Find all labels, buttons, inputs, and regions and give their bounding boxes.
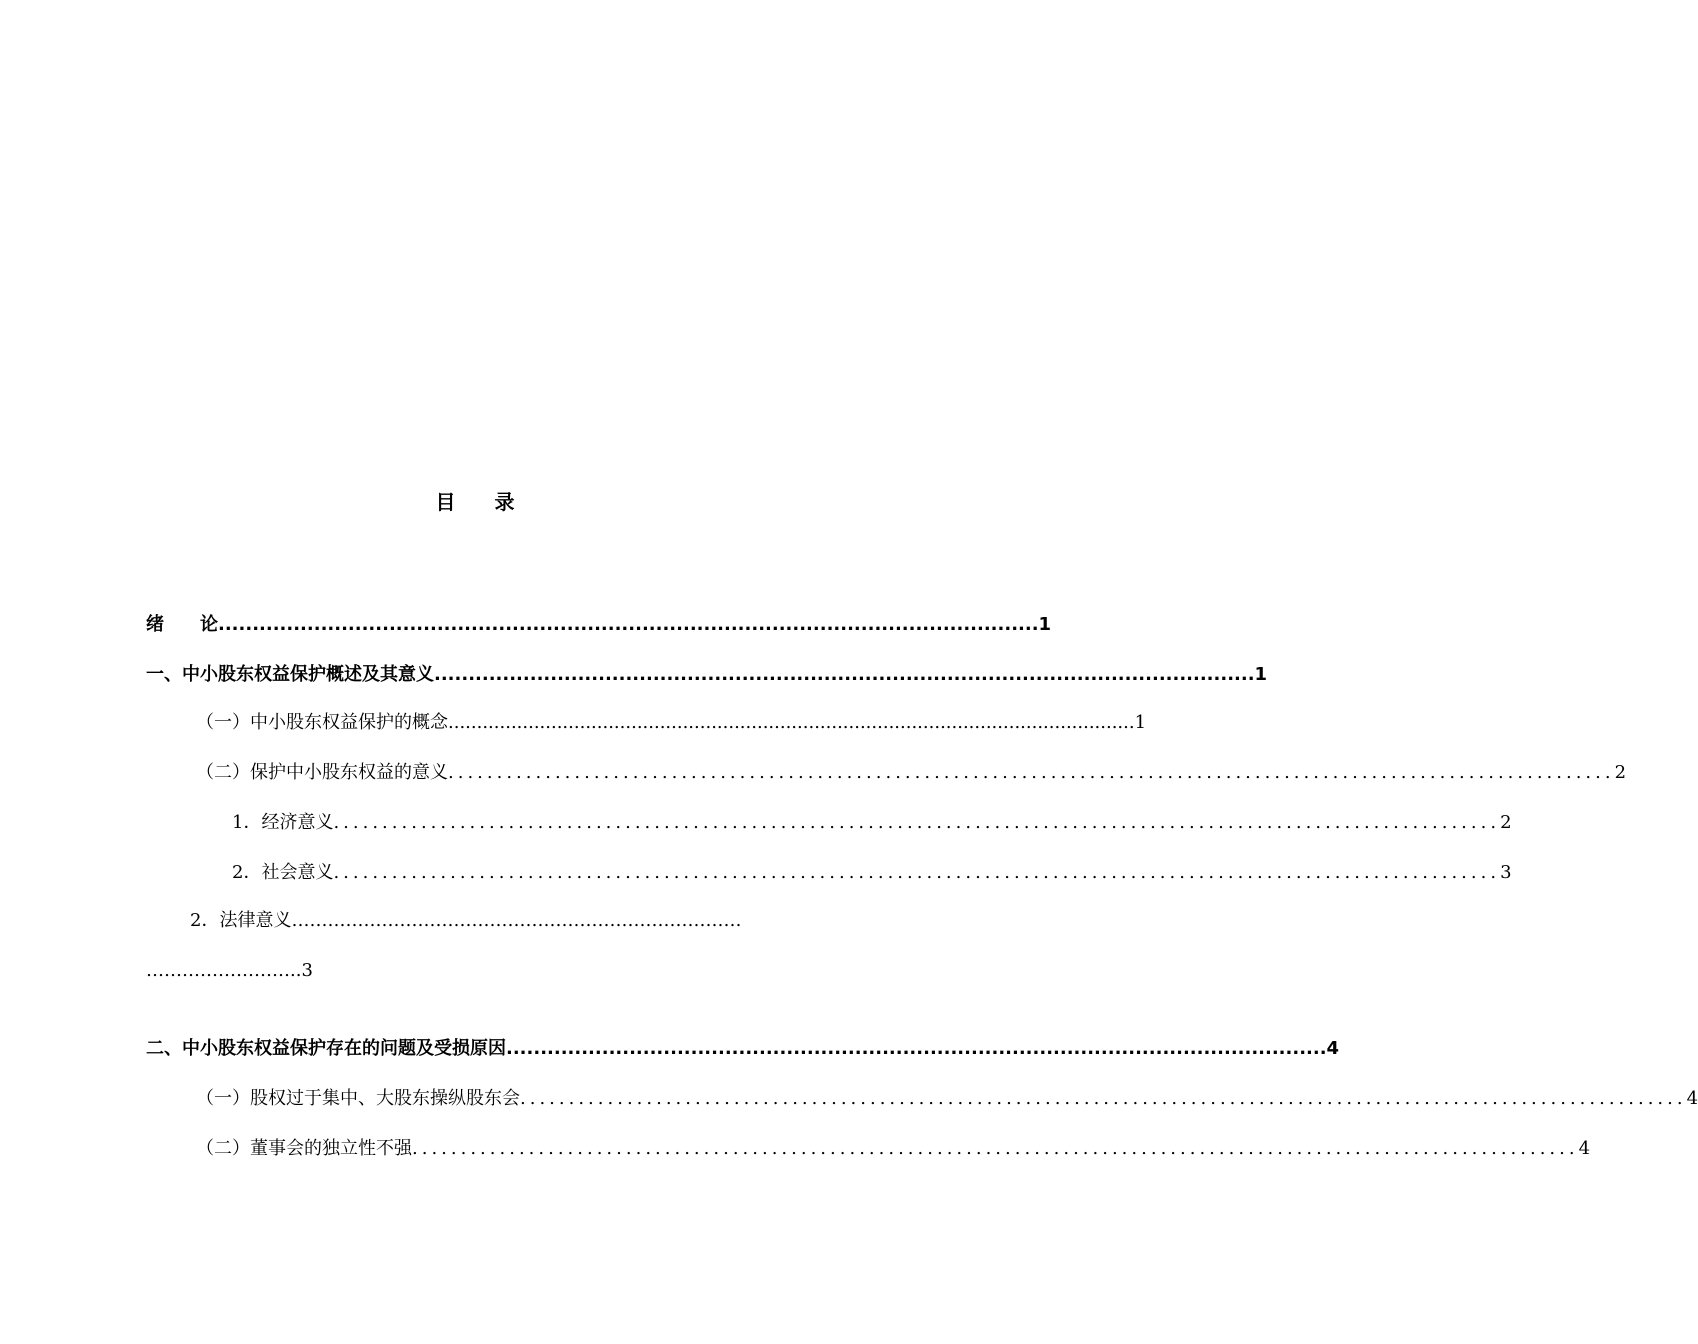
toc-entry-label: 二、中小股东权益保护存在的问题及受损原因 bbox=[146, 1038, 506, 1059]
toc-page-number: 1 bbox=[1254, 664, 1268, 685]
toc-title-char-1: 目 bbox=[435, 490, 456, 514]
toc-leader: ........................................................................................................................ bbox=[506, 1038, 1327, 1059]
toc-page-number: 2 bbox=[1614, 762, 1627, 783]
toc-entry-label: （一）股权过于集中、大股东操纵股东会 bbox=[196, 1088, 520, 1109]
toc-entry-label: 2．法律意义 bbox=[190, 910, 292, 931]
toc-leader: ………………………………………………………………… bbox=[291, 910, 742, 931]
toc-entry-intro[interactable] bbox=[146, 610, 1052, 640]
toc-entry-label: （二）保护中小股东权益的意义 bbox=[196, 762, 448, 783]
toc-entry-label: 一、中小股东权益保护概述及其意义 bbox=[146, 664, 434, 685]
toc-entry-section-2-2[interactable] bbox=[196, 1134, 1591, 1164]
toc-page-number: 4 bbox=[1686, 1088, 1698, 1109]
toc-entry-section-1-1[interactable] bbox=[196, 708, 1147, 738]
toc-leader: ........................................................................................................................ bbox=[448, 762, 1615, 783]
toc-entry-chapter-1[interactable] bbox=[146, 660, 1268, 690]
toc-page-number: 2 bbox=[1500, 812, 1512, 833]
toc-leader: ……………………. bbox=[146, 960, 296, 981]
toc-entry-section-1-2[interactable] bbox=[196, 758, 1627, 788]
toc-entry-label: 绪 论 bbox=[146, 614, 218, 635]
toc-entry-label: 1．经济意义 bbox=[232, 812, 334, 833]
toc-page-number: 3 bbox=[1500, 862, 1512, 883]
toc-entry-label: （一）中小股东权益保护的概念 bbox=[196, 712, 448, 733]
toc-entry-label: 2．社会意义 bbox=[232, 862, 334, 883]
toc-leader: ........................................................................................................................ bbox=[333, 862, 1501, 883]
toc-page-number: 4 bbox=[1578, 1138, 1591, 1159]
toc-entry-subsection-legal-continuation[interactable] bbox=[146, 956, 313, 986]
toc-page-number: .3 bbox=[295, 960, 313, 981]
toc-leader: ........................................................................................................................ bbox=[218, 614, 1039, 635]
toc-page-number: 1 bbox=[1134, 712, 1147, 733]
toc-page-number: 1 bbox=[1038, 614, 1052, 635]
toc-title-char-2: 录 bbox=[494, 490, 515, 514]
toc-page-number: 4 bbox=[1326, 1038, 1340, 1059]
toc-leader: ........................................................................................................................ bbox=[333, 812, 1501, 833]
toc-leader: ........................................................................................................................ bbox=[520, 1088, 1687, 1109]
toc-entry-label: （二）董事会的独立性不强 bbox=[196, 1138, 412, 1159]
toc-leader: ........................................................................................................................ bbox=[434, 664, 1255, 685]
toc-leader: ........................................................................................................................ bbox=[412, 1138, 1579, 1159]
toc-entry-subsection-social[interactable] bbox=[232, 858, 1512, 888]
toc-leader: ........................................................................................................................ bbox=[448, 712, 1135, 733]
toc-entry-chapter-2[interactable] bbox=[146, 1034, 1340, 1064]
toc-title bbox=[0, 486, 950, 515]
toc-entry-subsection-economic[interactable] bbox=[232, 808, 1512, 838]
toc-entry-section-2-1[interactable] bbox=[196, 1084, 1698, 1114]
toc-entry-subsection-legal[interactable] bbox=[190, 906, 808, 936]
